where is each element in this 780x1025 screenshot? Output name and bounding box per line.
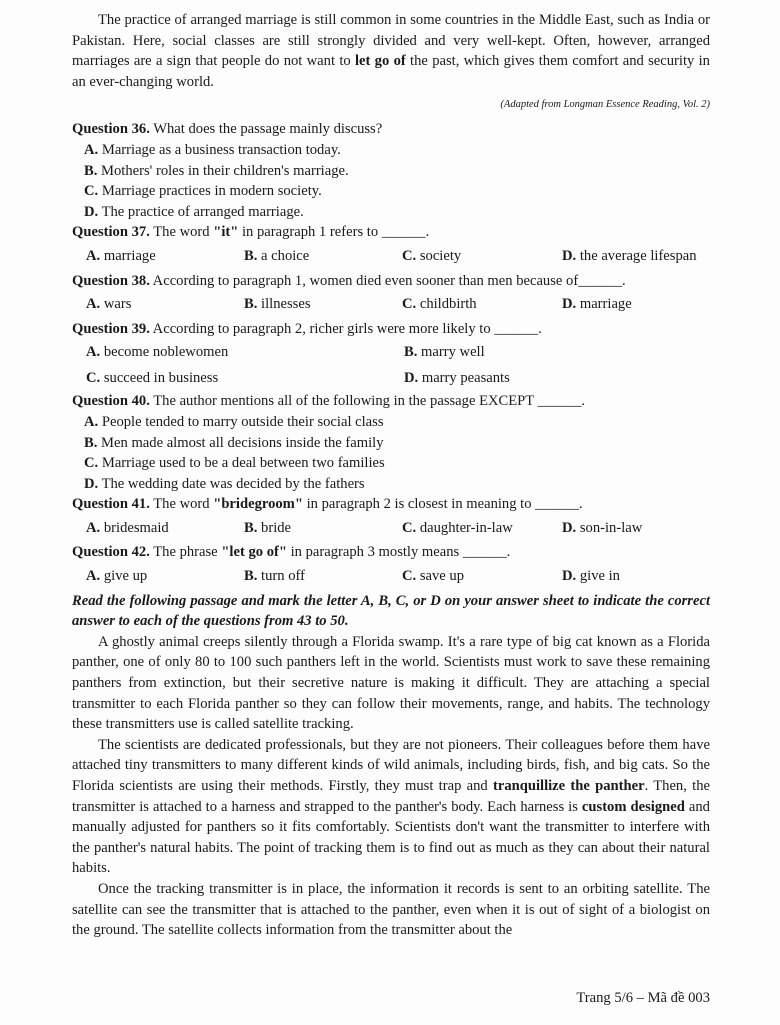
option: D. son-in-law <box>562 519 643 536</box>
passage2-paragraph-1: A ghostly animal creeps silently through a Florida swamp. It's a rare type of big cat known as a Florida panther, one of only 80 to 100 such panthers left in the world. Scientists must work to save these remaining panthers from extinction, but their secretive nature is making it difficult. They are attaching a special transmitter to each Florida panther so they can follow their movements, range, and habits. The technology these transmitters use is called satellite tracking. <box>72 633 710 733</box>
question-38: Question 38. According to paragraph 1, women died even sooner than men because of______. <box>72 272 626 289</box>
highlighted-phrase: tranquillize the panther <box>492 778 645 794</box>
option: B. marry well <box>404 344 485 361</box>
passage2-paragraph-2: The scientists are dedicated professionals, but they are not pioneers. Their colleagues before them have attached tiny transmitters to many different kinds of wild animals, including birds, fish, and big cats. So the Florida scientists are using their methods. Firstly, they must trap and tranquillize the panther. Then, the transmitter is attached to a harness and strapped to the panther's body. Each harness is custom designed and manually adjusted for panthers so it fits comfortably. Scientists don't want the transmitter to interfere with the panther's natural habits. The point of tracking them is to find out as much as they can about their natural habits. <box>72 736 710 877</box>
question-42-options <box>72 566 710 587</box>
question-37: Question 37. The word "it" in paragraph 1 refers to ______. <box>72 224 430 241</box>
page-footer: Trang 5/6 – Mã đề 003 <box>576 990 710 1006</box>
option: C. society <box>402 247 462 264</box>
option: A. People tended to marry outside their social class <box>84 413 384 430</box>
question-42: Question 42. The phrase "let go of" in paragraph 3 mostly means ______. <box>72 544 511 561</box>
question-40-options <box>72 412 710 494</box>
option: B. illnesses <box>244 296 311 313</box>
option: A. bridesmaid <box>86 519 169 536</box>
option: A. give up <box>86 568 148 585</box>
highlighted-phrase: custom designed <box>581 798 685 815</box>
question-36-options <box>72 140 710 222</box>
question-38-options <box>72 294 710 315</box>
option: B. Mothers' roles in their children's marriage. <box>84 162 349 179</box>
highlighted-phrase: let go of <box>354 53 406 70</box>
option: C. succeed in business <box>86 370 219 387</box>
option: B. bride <box>244 519 292 536</box>
option: B. turn off <box>244 568 305 585</box>
option: A. become noblewomen <box>86 344 229 361</box>
question-36: Question 36. What does the passage mainly discuss? <box>72 121 383 138</box>
question-39: Question 39. According to paragraph 2, richer girls were more likely to ______. <box>72 320 542 337</box>
option: D. marriage <box>562 296 632 313</box>
option: D. marry peasants <box>404 370 510 387</box>
option: C. save up <box>402 568 465 585</box>
question-37-options <box>72 246 710 267</box>
option: D. The wedding date was decided by the fathers <box>84 475 365 492</box>
option: C. childbirth <box>402 296 477 313</box>
passage2-paragraph-3: Once the tracking transmitter is in place, the information it records is sent to an orbiting satellite. The satellite can see the transmitter that is attached to the panther, even when it is out of sight of a biologist on the ground. The satellite collects information from the transmitter about the <box>72 880 710 939</box>
option: A. marriage <box>86 247 156 264</box>
option: A. Marriage as a business transaction today. <box>84 141 341 158</box>
passage-paragraph-3: The practice of arranged marriage is still common in some countries in the Middle East, such as India or Pakistan. Here, social classes are still strongly divided and very well-kept. Often, however, arranged marriages are a sign that people do not want to let go of the past, which gives them comfort and security in an ever-changing world. <box>72 12 710 90</box>
option: B. Men made almost all decisions inside the family <box>84 434 384 451</box>
question-40: Question 40. The author mentions all of the following in the passage EXCEPT ______. <box>72 393 586 410</box>
option: B. a choice <box>244 247 310 264</box>
question-41-options <box>72 518 710 539</box>
question-41: Question 41. The word "bridegroom" in paragraph 2 is closest in meaning to ______. <box>72 496 583 513</box>
option: A. wars <box>86 296 132 313</box>
option: D. The practice of arranged marriage. <box>84 203 304 220</box>
section-instruction: Read the following passage and mark the letter A, B, C, or D on your answer sheet to indicate the correct answer to each of the questions from 43 to 50. <box>72 592 710 630</box>
option: D. the average lifespan <box>562 247 697 264</box>
option: C. daughter-in-law <box>402 519 513 536</box>
option: D. give in <box>562 568 620 585</box>
option: C. Marriage used to be a deal between two families <box>84 455 385 472</box>
source-citation: (Adapted from Longman Essence Reading, Vol. 2) <box>500 99 710 111</box>
question-39-options <box>72 339 710 391</box>
option: C. Marriage practices in modern society. <box>84 183 322 200</box>
